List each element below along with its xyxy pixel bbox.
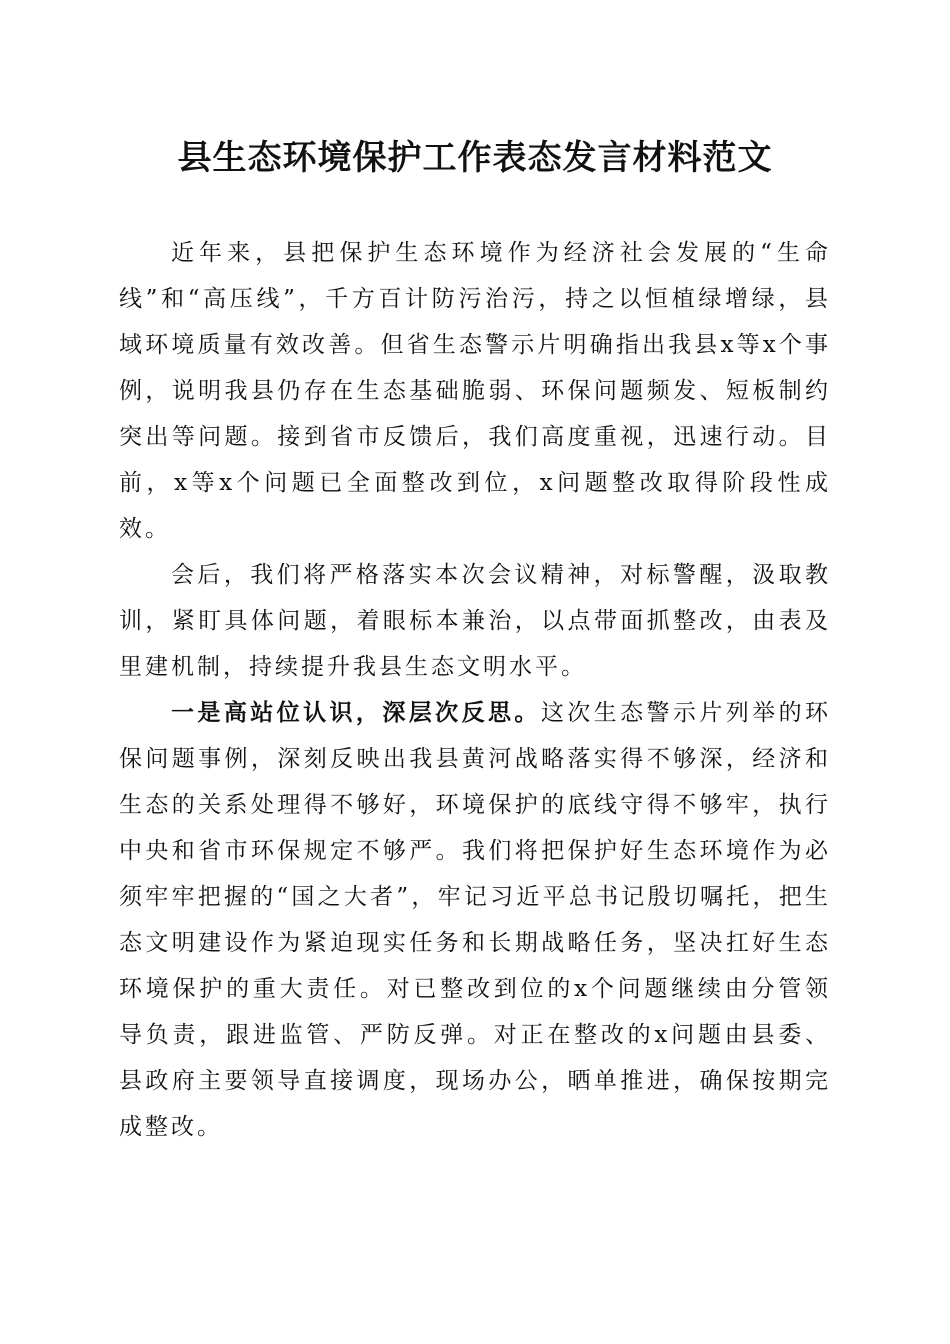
paragraph-lead-heading: 一是高站位认识，深层次反思。 — [171, 699, 541, 726]
document-body — [119, 230, 831, 1150]
paragraph-text: 会后，我们将严格落实本次会议精神，对标警醒，汲取教训，紧盯具体问题，着眼标本兼治，以点带面抓整改，由表及里建机制，持续提升我县生态文明水平。 — [119, 562, 831, 680]
paragraph-point-one — [119, 690, 831, 1150]
paragraph-text: 近年来，县把保护生态环境作为经济社会发展的“生命线”和“高压线”，千方百计防污治污，持之以恒植绿增绿，县域环境质量有效改善。但省生态警示片明确指出我县x等x个事例，说明我县仍存在生态基础脆弱、环保问题频发、短板制约突出等问题。接到省市反馈后，我们高度重视，迅速行动。目前，x等x个问题已全面整改到位，x问题整改取得阶段性成效。 — [119, 240, 831, 542]
paragraph-after-meeting — [119, 552, 831, 690]
document-title: 县生态环境保护工作表态发言材料范文 — [177, 138, 773, 178]
paragraph-intro — [119, 230, 831, 552]
paragraph-text: 这次生态警示片列举的环保问题事例，深刻反映出我县黄河战略落实得不够深，经济和生态的关系处理得不够好，环境保护的底线守得不够牢，执行中央和省市环保规定不够严。我们将把保护好生态环境作为必须牢牢把握的“国之大者”，牢记习近平总书记殷切嘱托，把生态文明建设作为紧迫现实任务和长期战略任务，坚决扛好生态环境保护的重大责任。对已整改到位的x个问题继续由分管领导负责，跟进监管、严防反弹。对正在整改的x问题由县委、县政府主要领导直接调度，现场办公，晒单推进，确保按期完成整改。 — [119, 700, 832, 1140]
